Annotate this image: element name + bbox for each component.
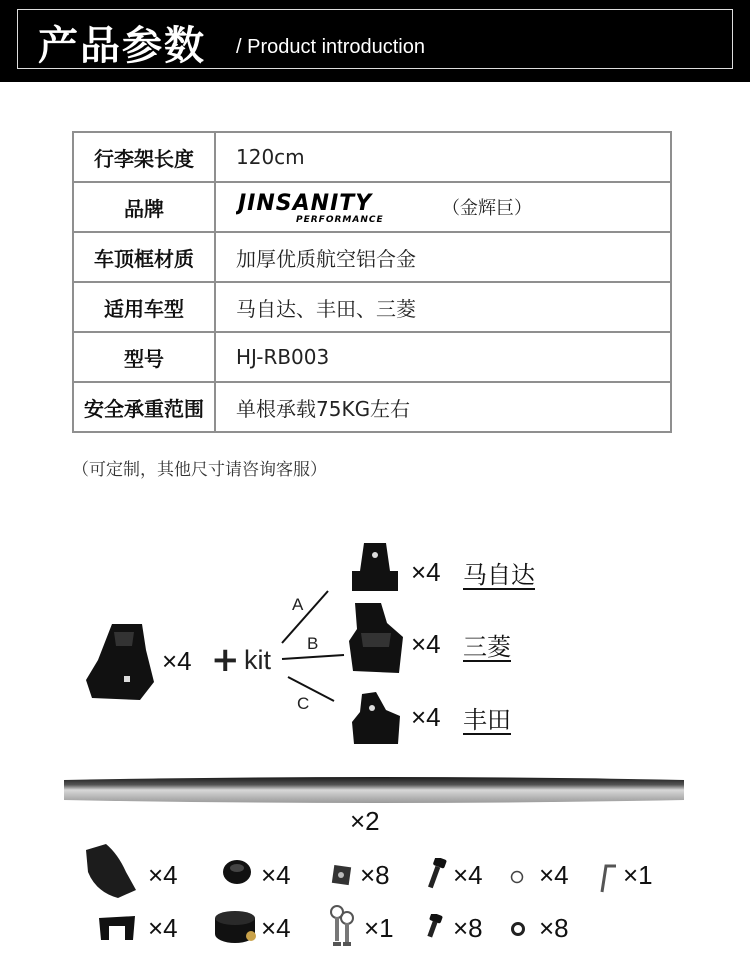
part-qty-9: ×1 (364, 913, 394, 943)
brand-logo-subtext: PERFORMANCE (296, 215, 384, 224)
base-qty: ×4 (162, 646, 192, 676)
table-row (73, 332, 671, 382)
brand-name-note: （金辉巨） (442, 198, 532, 219)
table-row (73, 132, 671, 182)
keys-icon (325, 904, 355, 946)
row-label: 型号 (73, 332, 215, 382)
option-b-qty: ×4 (411, 629, 441, 659)
option-b-letter: B (307, 634, 319, 653)
spec-table (72, 131, 672, 433)
part-qty-6: ×1 (623, 860, 653, 890)
row-value: 120cm (215, 132, 671, 182)
part-qty-7: ×4 (148, 913, 178, 943)
row-value: 单根承载75KG左右 (215, 382, 671, 432)
header-title: 产品参数 (38, 23, 206, 69)
brand-logo (236, 190, 436, 224)
brand-logo-text: JINSANITY (238, 191, 373, 216)
part-qty-10: ×8 (453, 913, 483, 943)
page-header (0, 0, 750, 82)
option-c-name: 丰田 (463, 706, 511, 734)
row-label: 安全承重范围 (73, 382, 215, 432)
end-cap-icon (221, 858, 253, 886)
part-qty-8: ×4 (261, 913, 291, 943)
row-value: HJ-RB003 (215, 332, 671, 382)
part-qty-4: ×4 (453, 860, 483, 890)
header-frame (17, 9, 733, 69)
nut-icon (510, 921, 526, 937)
crossbar-image (60, 774, 688, 806)
rubber-pad-icon (82, 842, 138, 900)
clip-a-image (350, 541, 400, 593)
brand-cell (215, 182, 671, 232)
row-label: 车顶框材质 (73, 232, 215, 282)
option-a-name: 马自达 (463, 561, 535, 589)
short-bolt-icon (424, 914, 446, 940)
clip-c-image (350, 690, 402, 746)
row-value: 加厚优质航空铝合金 (215, 232, 671, 282)
crossbar-qty: ×2 (350, 806, 380, 836)
part-qty-2: ×4 (261, 860, 291, 890)
square-nut-icon (330, 864, 352, 886)
row-label: 品牌 (73, 182, 215, 232)
row-label: 行李架长度 (73, 132, 215, 182)
washer-icon (509, 869, 525, 885)
clip-b-image (347, 601, 405, 675)
row-label: 适用车型 (73, 282, 215, 332)
mount-clamp-icon (97, 914, 137, 942)
hex-wrench-icon (594, 862, 618, 894)
header-subtitle: / Product introduction (236, 36, 425, 58)
kit-label: kit (244, 645, 271, 675)
part-qty-1: ×4 (148, 860, 178, 890)
lock-cylinder-icon (213, 910, 261, 944)
part-qty-5: ×4 (539, 860, 569, 890)
roof-foot-image (84, 620, 156, 702)
part-qty-11: ×8 (539, 913, 569, 943)
custom-size-note: （可定制，其他尺寸请咨询客服） (72, 460, 327, 480)
table-row (73, 182, 671, 232)
option-c-letter: C (297, 694, 310, 713)
option-a-qty: ×4 (411, 557, 441, 587)
option-b-name: 三菱 (463, 633, 511, 661)
option-c-qty: ×4 (411, 702, 441, 732)
bolt-icon (424, 858, 448, 890)
table-row (73, 382, 671, 432)
table-row (73, 232, 671, 282)
row-value: 马自达、丰田、三菱 (215, 282, 671, 332)
part-qty-3: ×8 (360, 860, 390, 890)
table-row (73, 282, 671, 332)
option-a-letter: A (292, 595, 304, 614)
plus-sign: + (211, 640, 240, 680)
